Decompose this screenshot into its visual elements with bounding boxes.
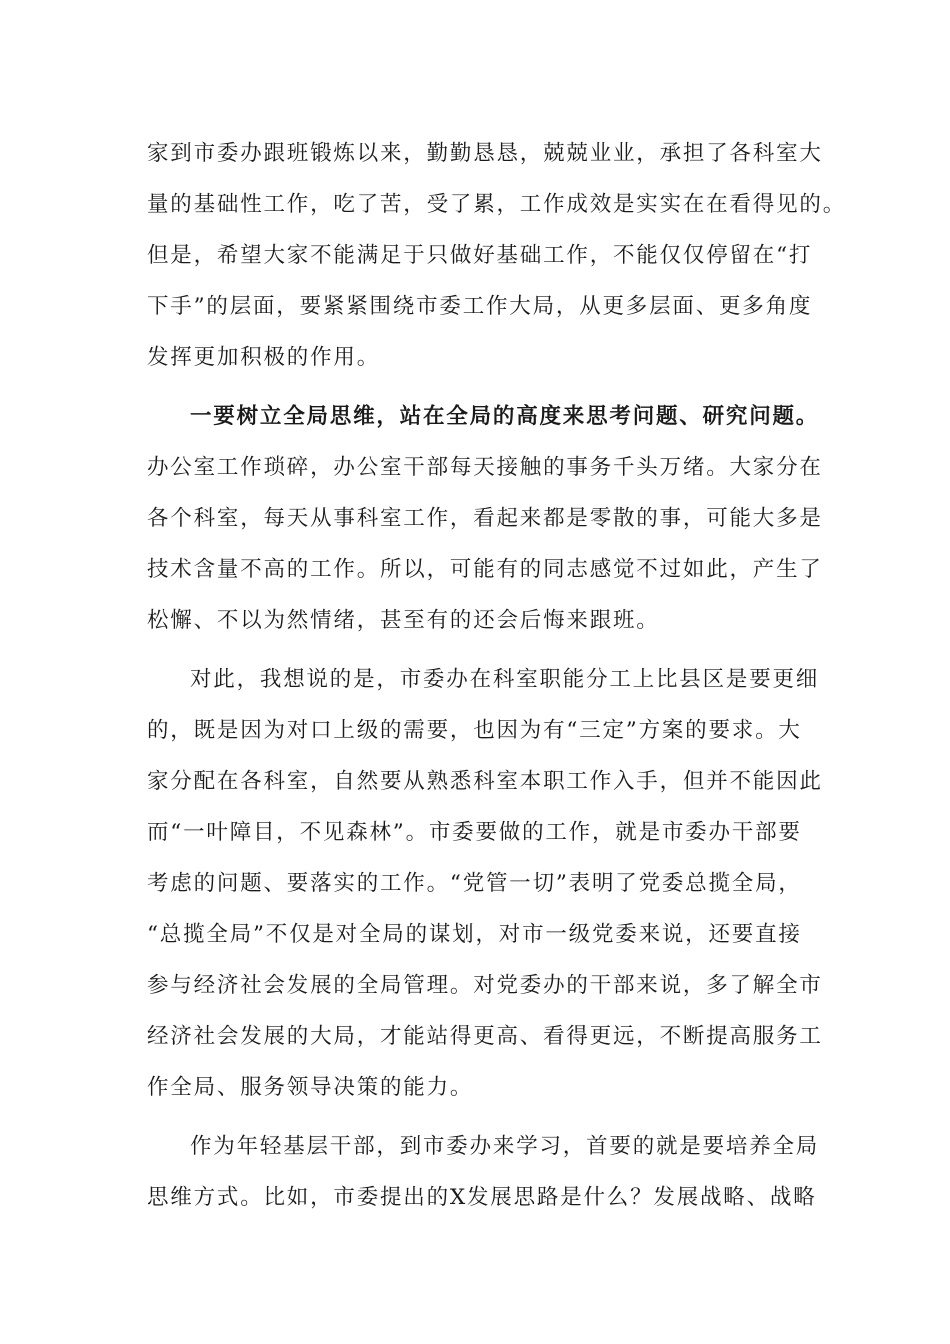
text-line: 家到市委办跟班锻炼以来，勤勤恳恳，兢兢业业，承担了各科室大: [147, 141, 823, 166]
paragraph-spacer: [147, 383, 812, 391]
text-line: 考虑的问题、要落实的工作。“党管一切”表明了党委总揽全局，: [147, 871, 802, 896]
text-line: 各个科室，每天从事科室工作，看起来都是零散的事，可能大多是: [147, 506, 823, 531]
text-line: 参与经济社会发展的全局管理。对党委办的干部来说，多了解全市: [147, 973, 823, 998]
text-line: 办公室工作琐碎，办公室干部每天接触的事务千头万绪。大家分在: [147, 455, 823, 480]
document-body: [147, 128, 847, 1223]
text-line: “总揽全局”不仅是对全局的谋划，对市一级党委来说，还要直接: [147, 922, 802, 947]
paragraph-intro: [147, 128, 847, 383]
paragraph-young-cadres: [147, 1121, 820, 1223]
text-line: 量的基础性工作，吃了苦，受了累，工作成效是实实在在看得见的。: [147, 192, 847, 217]
text-line: 对此，我想说的是，市委办在科室职能分工上比县区是要更细: [190, 667, 820, 692]
text-line: 技术含量不高的工作。所以，可能有的同志感觉不过如此，产生了: [147, 557, 823, 582]
text-line: 经济社会发展的大局，才能站得更高、看得更远，不断提高服务工: [147, 1024, 823, 1049]
paragraph-spacer: [147, 1113, 812, 1121]
text-line: 作为年轻基层干部，到市委办来学习，首要的就是要培养全局: [190, 1134, 820, 1159]
text-line: 但是，希望大家不能满足于只做好基础工作，不能仅仅停留在“打: [147, 243, 813, 268]
paragraph-global-thinking: [147, 391, 823, 646]
text-line: 家分配在各科室，自然要从熟悉科室本职工作入手，但并不能因此: [147, 769, 823, 794]
paragraph-spacer: [147, 646, 812, 654]
text-line: 发挥更加积极的作用。: [147, 345, 381, 370]
paragraph-division-of-work: [147, 654, 823, 1113]
text-line: 作全局、服务领导决策的能力。: [147, 1075, 474, 1100]
text-line: 思维方式。比如，市委提出的X发展思路是什么？发展战略、战略: [147, 1185, 817, 1210]
text-line: 的，既是因为对口上级的需要，也因为有“三定”方案的要求。大: [147, 718, 802, 743]
text-line: 松懈、不以为然情绪，甚至有的还会后悔来跟班。: [147, 608, 660, 633]
text-line: 下手”的层面，要紧紧围绕市委工作大局，从更多层面、更多角度: [147, 294, 813, 319]
section-heading: 一要树立全局思维，站在全局的高度来思考问题、研究问题。: [190, 404, 820, 429]
text-line: 而“一叶障目，不见森林”。市委要做的工作，就是市委办干部要: [147, 820, 802, 845]
